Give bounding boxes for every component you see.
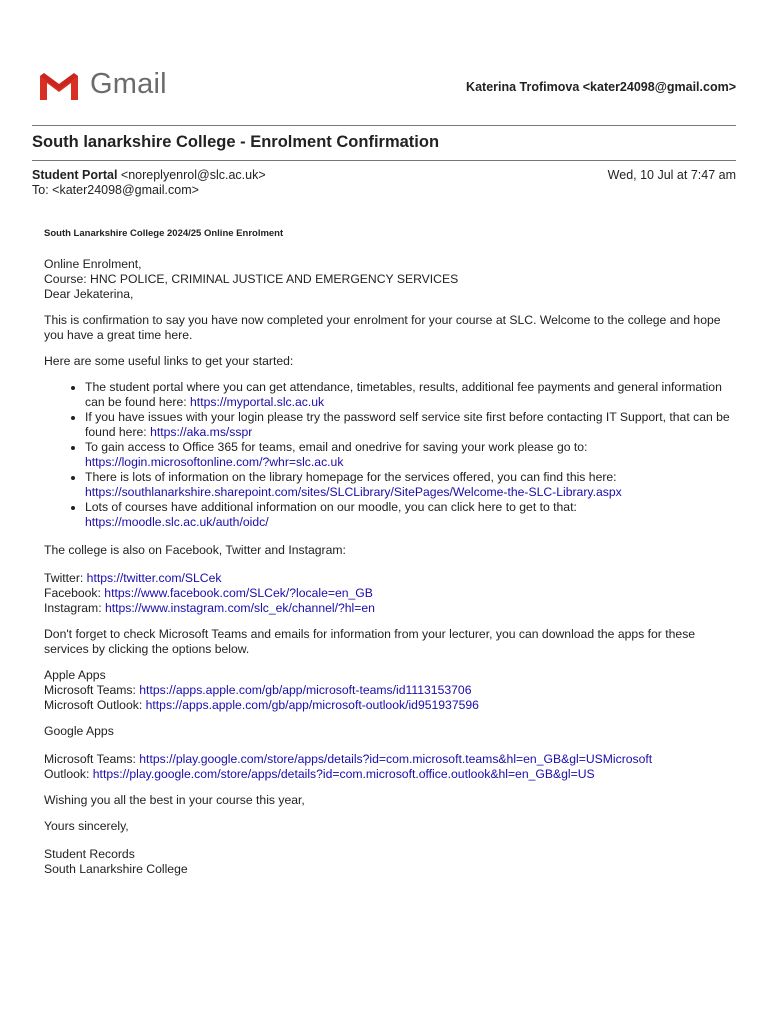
list-item-text: If you have issues with your login please try the password self service site first before contacting IT Support, that can be found here: xyxy=(85,410,730,439)
google-teams xyxy=(44,752,734,767)
library-link[interactable]: https://southlanarkshire.sharepoint.com/sites/SLCLibrary/SitePages/Welcome-the-SLC-Library.aspx xyxy=(85,485,622,499)
social-facebook xyxy=(44,586,734,601)
list-item xyxy=(85,410,734,440)
app-label: Microsoft Outlook: xyxy=(44,698,146,712)
apple-apps-heading: Apple Apps xyxy=(44,668,106,682)
email-date: Wed, 10 Jul at 7:47 am xyxy=(607,168,736,182)
apple-teams-link[interactable]: https://apps.apple.com/gb/app/microsoft-teams/id1113153706 xyxy=(139,683,472,697)
apple-outlook-link[interactable]: https://apps.apple.com/gb/app/microsoft-outlook/id951937596 xyxy=(145,698,479,712)
teams-note: Don't forget to check Microsoft Teams and emails for information from your lecturer, you can download the apps for these services by clicking the options below. xyxy=(44,627,696,656)
sender-email: <noreplyenrol@slc.ac.uk> xyxy=(120,168,266,182)
sspr-link[interactable]: https://aka.ms/sspr xyxy=(150,425,253,439)
app-label: Outlook: xyxy=(44,767,93,781)
google-apps-heading: Google Apps xyxy=(44,724,114,738)
list-item-text: To gain access to Office 365 for teams, email and onedrive for saving your work please go to: xyxy=(85,440,588,454)
account-name: Katerina Trofimova <kater24098@gmail.com> xyxy=(466,80,736,94)
signature-line: South Lanarkshire College xyxy=(44,862,188,876)
email-body xyxy=(44,226,734,877)
wishing-line: Wishing you all the best in your course this year, xyxy=(44,793,305,807)
salutation: Dear Jekaterina, xyxy=(44,287,134,301)
list-item xyxy=(85,470,734,500)
signature-line: Student Records xyxy=(44,847,135,861)
sender-name: Student Portal xyxy=(32,168,118,182)
facebook-link[interactable]: https://www.facebook.com/SLCek/?locale=en_GB xyxy=(104,586,373,600)
useful-links-list xyxy=(44,380,734,530)
social-label: Twitter: xyxy=(44,571,87,585)
gmail-logo-text: Gmail xyxy=(90,68,167,100)
list-item xyxy=(85,500,734,530)
gmail-m-icon xyxy=(38,70,80,102)
links-intro: Here are some useful links to get your started: xyxy=(44,354,294,368)
course-line: Course: HNC POLICE, CRIMINAL JUSTICE AND EMERGENCY SERVICES xyxy=(44,272,459,286)
twitter-link[interactable]: https://twitter.com/SLCek xyxy=(86,571,222,585)
list-item-text: The student portal where you can get attendance, timetables, results, additional fee payments and general information can be found here: xyxy=(85,380,722,409)
social-label: Facebook: xyxy=(44,586,105,600)
apple-outlook xyxy=(44,698,734,713)
office365-link[interactable]: https://login.microsoftonline.com/?whr=slc.ac.uk xyxy=(85,455,344,469)
recipient-line: To: <kater24098@gmail.com> xyxy=(32,183,199,197)
confirmation-paragraph: This is confirmation to say you have now completed your enrolment for your course at SLC. Welcome to the college and hope you have a great time here. xyxy=(44,313,721,342)
social-intro: The college is also on Facebook, Twitter and Instagram: xyxy=(44,543,346,557)
google-teams-link[interactable]: https://play.google.com/store/apps/details?id=com.microsoft.teams&hl=en_GB&gl=USMicrosoft xyxy=(139,752,653,766)
closing-line: Yours sincerely, xyxy=(44,819,129,833)
google-outlook-link[interactable]: https://play.google.com/store/apps/details?id=com.microsoft.office.outlook&hl=en_GB&gl=US xyxy=(92,767,595,781)
apple-teams xyxy=(44,683,734,698)
social-twitter xyxy=(44,571,734,586)
list-item xyxy=(85,440,734,470)
email-subject: South lanarkshire College - Enrolment Confirmation xyxy=(32,133,440,151)
app-label: Microsoft Teams: xyxy=(44,752,140,766)
header-divider xyxy=(32,125,736,126)
list-item xyxy=(85,380,734,410)
moodle-link[interactable]: https://moodle.slc.ac.uk/auth/oidc/ xyxy=(85,515,269,529)
list-item-text: There is lots of information on the library homepage for the services offered, you can find this here: xyxy=(85,470,617,484)
list-item-text: Lots of courses have additional information on our moodle, you can click here to get to that: xyxy=(85,500,577,514)
social-label: Instagram: xyxy=(44,601,105,615)
instagram-link[interactable]: https://www.instagram.com/slc_ek/channel/?hl=en xyxy=(104,601,375,615)
greeting-line: Online Enrolment, xyxy=(44,257,142,271)
email-meta xyxy=(32,168,736,198)
portal-link[interactable]: https://myportal.slc.ac.uk xyxy=(190,395,325,409)
enrolment-heading: South Lanarkshire College 2024/25 Online Enrolment xyxy=(44,228,284,239)
app-label: Microsoft Teams: xyxy=(44,683,140,697)
gmail-header xyxy=(0,0,768,126)
social-instagram xyxy=(44,601,734,616)
google-outlook xyxy=(44,767,734,782)
subject-divider xyxy=(32,160,736,161)
